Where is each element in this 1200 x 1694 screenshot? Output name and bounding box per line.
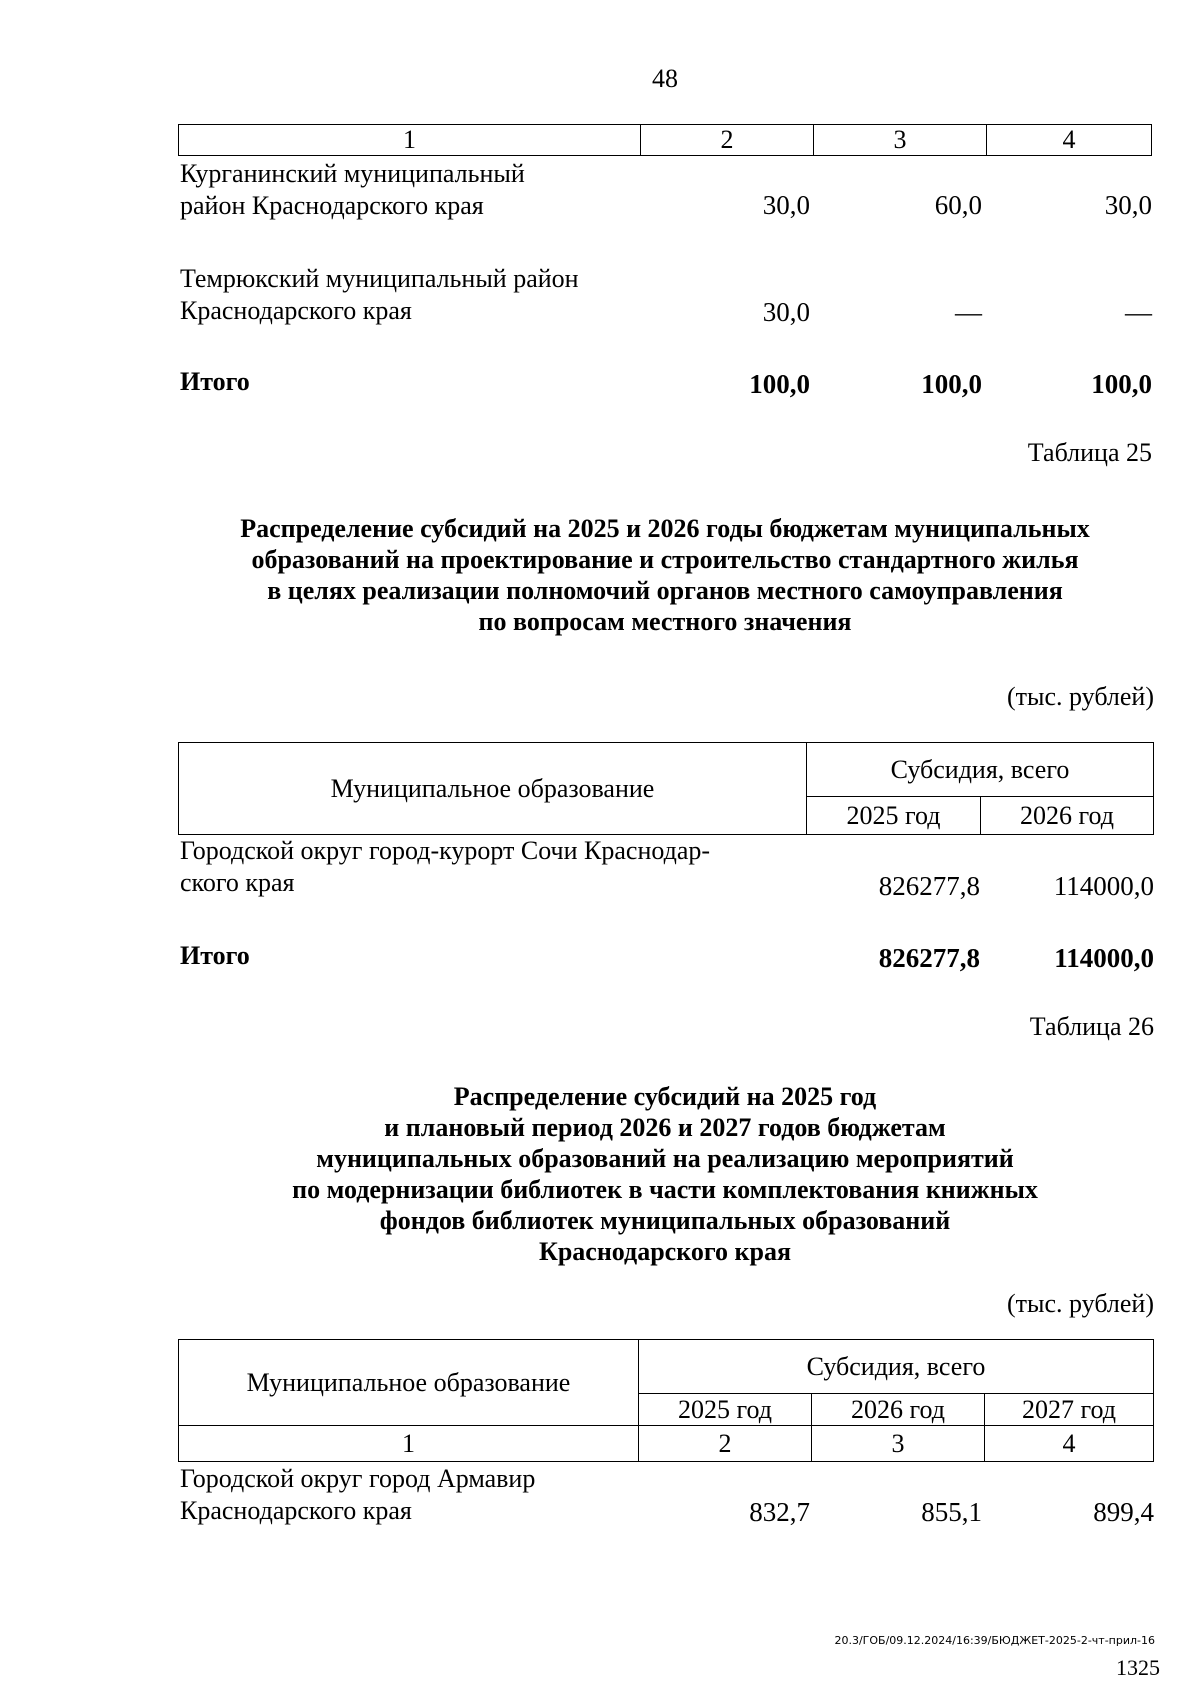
value-2026: 60,0	[934, 190, 982, 220]
municipality-column-header: Муниципальное образование	[179, 1340, 639, 1426]
total-2025: 100,0	[749, 369, 810, 399]
value-2025: 30,0	[762, 297, 810, 327]
total-2027: 100,0	[1091, 369, 1152, 399]
total-2025: 826277,8	[878, 943, 980, 973]
municipality-column-header: Муниципальное образование	[179, 743, 807, 835]
total-label: Итого	[180, 941, 250, 970]
year-2025-header: 2025 год	[807, 797, 981, 835]
municipality-name-cont: Краснодарского края	[180, 296, 412, 325]
value-2027: 30,0	[1104, 190, 1152, 220]
municipality-name-cont: район Краснодарского края	[180, 191, 484, 220]
column-number-4: 4	[987, 125, 1152, 156]
document-code: 20.3/ГОБ/09.12.2024/16:39/БЮДЖЕТ-2025-2-чт-прил-16	[834, 1634, 1155, 1647]
table-26-header	[178, 1339, 1154, 1462]
column-number-3: 3	[812, 1426, 985, 1462]
total-2026: 100,0	[921, 369, 982, 399]
sheet-number: 1325	[1116, 1655, 1160, 1680]
value-2025: 832,7	[749, 1497, 810, 1527]
value-2027: —	[1125, 297, 1152, 327]
title-line: Распределение субсидий на 2025 и 2026 годы бюджетам муниципальных	[240, 514, 1090, 543]
year-2026-header: 2026 год	[981, 797, 1154, 835]
municipality-name: Городской округ город Армавир	[180, 1464, 536, 1493]
table-25-unit: (тыс. рублей)	[1006, 682, 1154, 711]
total-2026: 114000,0	[1054, 943, 1154, 973]
municipality-name: Курганинский муниципальный	[180, 159, 525, 188]
municipality-name: Городской округ город-курорт Сочи Краснодар-	[180, 836, 711, 865]
page-number: 48	[652, 64, 678, 93]
column-number-1: 1	[179, 1426, 639, 1462]
municipality-name: Темрюкский муниципальный район	[180, 264, 579, 293]
value-2025: 30,0	[762, 190, 810, 220]
year-2025-header: 2025 год	[639, 1394, 812, 1426]
subsidy-total-header: Субсидия, всего	[807, 743, 1154, 797]
title-line: в целях реализации полномочий органов местного самоуправления	[267, 576, 1063, 605]
title-line: по вопросам местного значения	[478, 607, 852, 636]
title-line: муниципальных образований на реализацию мероприятий	[316, 1144, 1014, 1173]
title-line: Распределение субсидий на 2025 год	[453, 1082, 877, 1111]
column-number-2: 2	[641, 125, 814, 156]
title-line: по модернизации библиотек в части комплектования книжных	[292, 1175, 1038, 1204]
column-number-2: 2	[639, 1426, 812, 1462]
year-2027-header: 2027 год	[985, 1394, 1154, 1426]
value-2025: 826277,8	[878, 871, 980, 901]
subsidy-total-header: Субсидия, всего	[639, 1340, 1154, 1394]
column-number-3: 3	[814, 125, 987, 156]
title-line: фондов библиотек муниципальных образований	[379, 1206, 951, 1235]
table-26-unit: (тыс. рублей)	[1006, 1289, 1154, 1318]
value-2026: 855,1	[921, 1497, 982, 1527]
table-25-title	[150, 513, 1180, 637]
table-25-header	[178, 742, 1154, 835]
column-number-4: 4	[985, 1426, 1154, 1462]
table-25-caption: Таблица 25	[1027, 438, 1152, 467]
value-2027: 899,4	[1093, 1497, 1154, 1527]
table-26-caption: Таблица 26	[1029, 1012, 1154, 1041]
title-line: и плановый период 2026 и 2027 годов бюджетам	[384, 1113, 946, 1142]
year-2026-header: 2026 год	[812, 1394, 985, 1426]
value-2026: —	[955, 297, 982, 327]
municipality-name-cont: ского края	[180, 868, 295, 897]
title-line: образований на проектирование и строительство стандартного жилья	[251, 545, 1079, 574]
table-24-header	[178, 124, 1152, 156]
municipality-name-cont: Краснодарского края	[180, 1496, 412, 1525]
column-number-1: 1	[179, 125, 641, 156]
title-line: Краснодарского края	[538, 1237, 792, 1266]
table-26-title	[150, 1081, 1180, 1267]
value-2026: 114000,0	[1053, 871, 1154, 901]
total-label: Итого	[180, 367, 250, 396]
